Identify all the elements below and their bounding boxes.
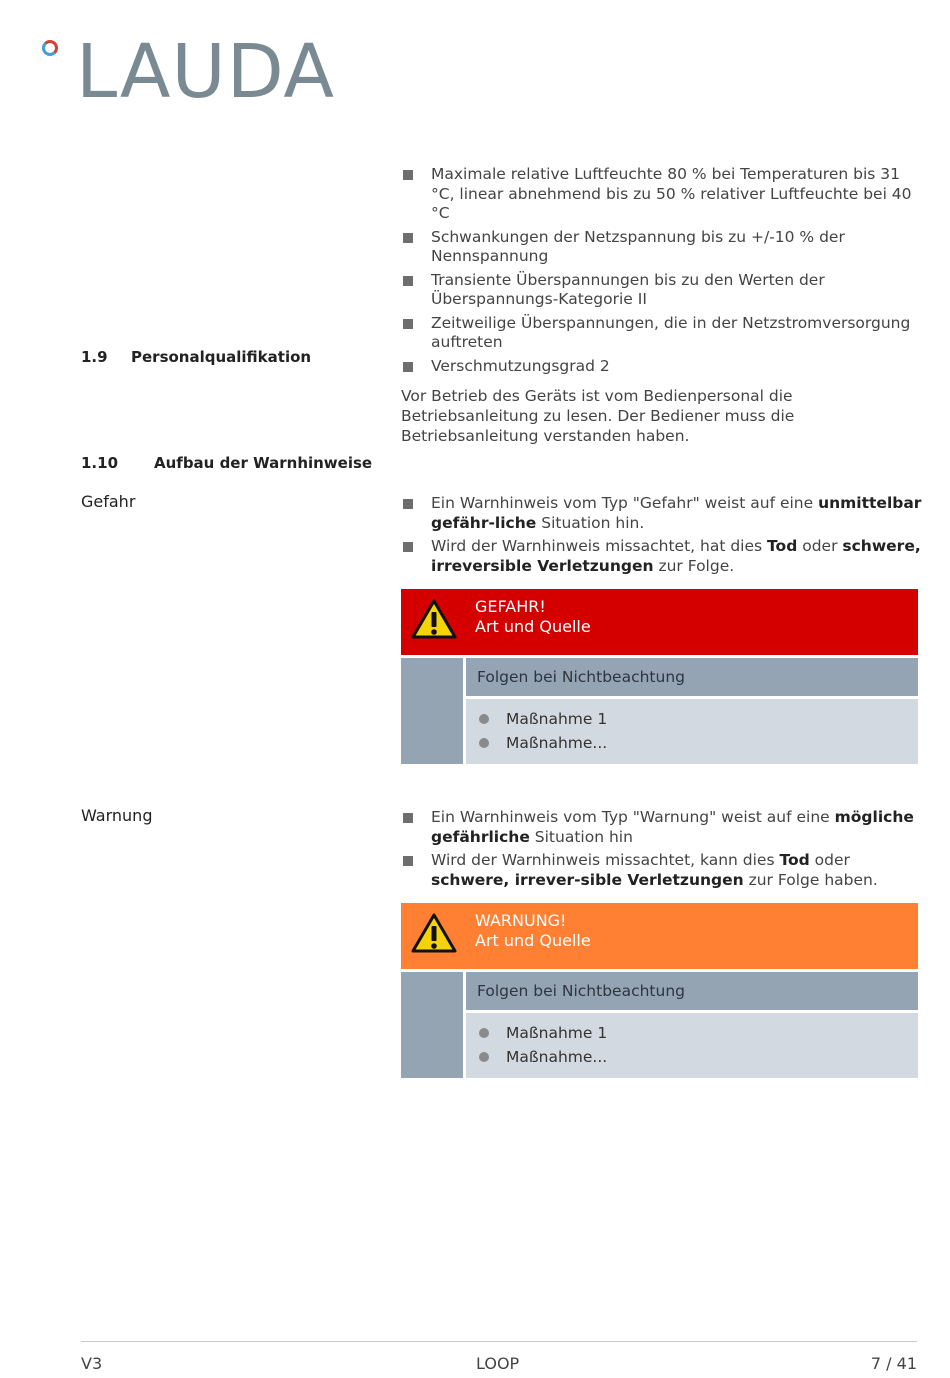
section-1-9-title: Personalqualifikation — [131, 348, 312, 366]
warning-triangle-icon — [411, 913, 457, 953]
warnung-box-body — [401, 972, 918, 1078]
warnung-box-subtitle: Art und Quelle — [475, 931, 591, 950]
warning-triangle-icon — [411, 599, 457, 639]
square-bullet-icon — [403, 856, 413, 866]
warnung-box-sidebar — [401, 972, 463, 1078]
square-bullet-icon — [403, 542, 413, 552]
list-item: Maßnahme... — [466, 731, 918, 755]
section-1-9-number: 1.9 — [81, 348, 108, 366]
gefahr-box-body — [401, 658, 918, 764]
list-item: Transiente Überspannungen bis zu den Werten der Überspannungs-Kategorie II — [402, 271, 922, 310]
logo-text: LAUDA — [76, 29, 336, 115]
section-1-9-text: Vor Betrieb des Geräts ist vom Bedienpersonal die Betriebsanleitung zu lesen. Der Bediener muss die Betriebsanleitung verstanden haben. — [401, 387, 795, 445]
footer-divider — [81, 1341, 917, 1342]
square-bullet-icon — [403, 813, 413, 823]
list-item: Maßnahme... — [466, 1045, 918, 1069]
warnung-box-title: WARNUNG! — [475, 911, 567, 930]
square-bullet-icon — [403, 319, 413, 329]
warnung-box-header — [401, 903, 918, 969]
gefahr-box-measures — [466, 699, 918, 764]
square-bullet-icon — [403, 170, 413, 180]
list-item: Verschmutzungsgrad 2 — [402, 357, 922, 377]
gefahr-box-sidebar — [401, 658, 463, 764]
warnung-box-consequences: Folgen bei Nichtbeachtung — [466, 972, 918, 1010]
list-item: Wird der Warnhinweis missachtet, kann dies Tod oder schwere, irrever-sible Verletzungen zur Folge haben. — [402, 851, 922, 890]
square-bullet-icon — [403, 499, 413, 509]
gefahr-box-subtitle: Art und Quelle — [475, 617, 591, 636]
list-item: Maßnahme 1 — [466, 1021, 918, 1045]
round-bullet-icon — [479, 738, 489, 748]
list-item: Zeitweilige Überspannungen, die in der Netzstromversorgung auftreten — [402, 314, 922, 353]
footer-version: V3 — [81, 1354, 103, 1373]
round-bullet-icon — [479, 714, 489, 724]
footer-page-number: 7 / 41 — [870, 1354, 917, 1373]
gefahr-box-title: GEFAHR! — [475, 597, 546, 616]
warnung-label: Warnung — [81, 806, 153, 825]
warnung-box-measures — [466, 1013, 918, 1078]
section-1-10-number: 1.10 — [81, 454, 119, 472]
round-bullet-icon — [479, 1028, 489, 1038]
environment-conditions-list — [402, 165, 922, 380]
list-item: Ein Warnhinweis vom Typ "Warnung" weist auf eine mögliche gefährliche Situation hin — [402, 808, 922, 847]
warnung-box-title-block — [475, 911, 591, 951]
gefahr-label: Gefahr — [81, 492, 136, 511]
footer-product: LOOP — [476, 1354, 520, 1373]
gefahr-warning-box — [401, 589, 918, 764]
warnung-warning-box — [401, 903, 918, 1078]
square-bullet-icon — [403, 362, 413, 372]
round-bullet-icon — [479, 1052, 489, 1062]
list-item: Schwankungen der Netzspannung bis zu +/-10 % der Nennspannung — [402, 228, 922, 267]
list-item: Maximale relative Luftfeuchte 80 % bei Temperaturen bis 31 °C, linear abnehmend bis zu 50 % relativer Luftfeuchte bei 40 °C — [402, 165, 922, 224]
gefahr-box-title-block — [475, 597, 591, 637]
warnung-description-list — [402, 808, 922, 894]
logo-ring-icon — [42, 40, 58, 56]
square-bullet-icon — [403, 233, 413, 243]
gefahr-box-header — [401, 589, 918, 655]
gefahr-description-list — [402, 494, 922, 580]
list-item: Maßnahme 1 — [466, 707, 918, 731]
list-item: Wird der Warnhinweis missachtet, hat dies Tod oder schwere, irreversible Verletzungen zur Folge. — [402, 537, 922, 576]
square-bullet-icon — [403, 276, 413, 286]
section-1-10-title: Aufbau der Warnhinweise — [154, 454, 373, 472]
gefahr-box-consequences: Folgen bei Nichtbeachtung — [466, 658, 918, 696]
list-item: Ein Warnhinweis vom Typ "Gefahr" weist auf eine unmittelbar gefähr-liche Situation hin. — [402, 494, 922, 533]
